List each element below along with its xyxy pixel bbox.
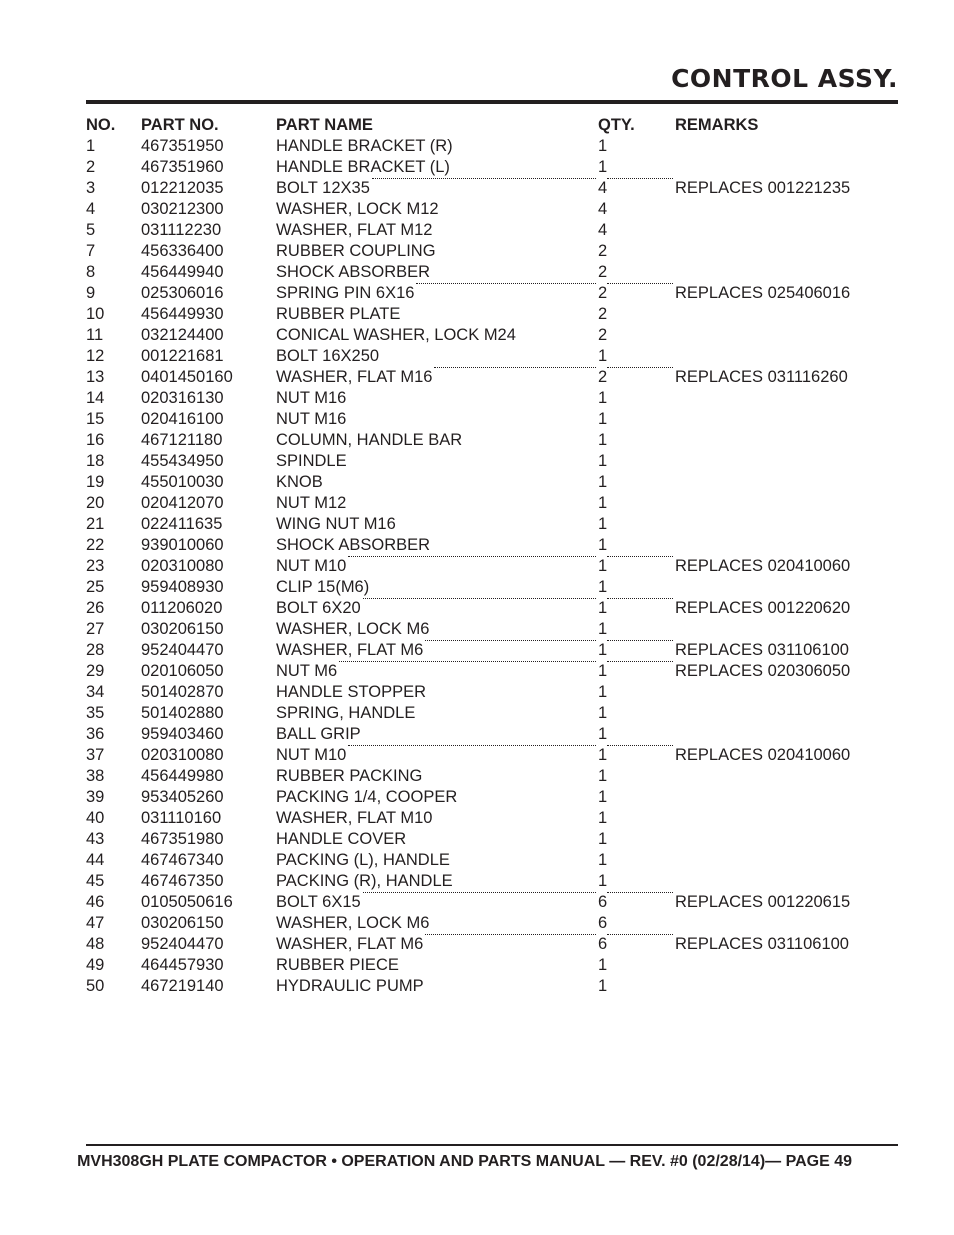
item-number: 11 xyxy=(86,326,104,344)
part-number: 012212035 xyxy=(141,179,224,197)
item-number: 48 xyxy=(86,935,105,953)
quantity: 1 xyxy=(598,452,608,470)
part-name: RUBBER PIECE xyxy=(276,956,399,974)
part-name: RUBBER COUPLING xyxy=(276,242,436,260)
part-number: 959403460 xyxy=(141,725,224,743)
item-number: 47 xyxy=(86,914,105,932)
table-row xyxy=(86,850,886,871)
quantity: 1 xyxy=(598,158,608,176)
item-number: 26 xyxy=(86,599,105,617)
remarks: REPLACES 025406016 xyxy=(675,284,851,302)
part-number: 467351980 xyxy=(141,830,224,848)
page-title: CONTROL ASSY. xyxy=(671,64,898,93)
quantity: 1 xyxy=(598,137,608,155)
item-number: 1 xyxy=(86,137,96,155)
quantity: 1 xyxy=(598,620,608,638)
item-number: 36 xyxy=(86,725,105,743)
quantity: 1 xyxy=(598,956,608,974)
part-name: SPRING, HANDLE xyxy=(276,704,416,722)
item-number: 18 xyxy=(86,452,105,470)
part-name: PACKING 1/4, COOPER xyxy=(276,788,458,806)
table-row xyxy=(86,304,886,325)
table-row xyxy=(86,409,886,430)
remarks: REPLACES 001220620 xyxy=(675,599,851,617)
part-name: HANDLE BRACKET (R) xyxy=(276,137,453,155)
quantity: 1 xyxy=(598,830,608,848)
header-part-name: PART NAME xyxy=(276,116,373,134)
quantity: 1 xyxy=(598,557,608,575)
item-number: 9 xyxy=(86,284,96,302)
part-name: BALL GRIP xyxy=(276,725,361,743)
part-number: 020310080 xyxy=(141,746,224,764)
dot-leader xyxy=(607,892,673,893)
table-row xyxy=(86,472,886,493)
quantity: 2 xyxy=(598,284,608,302)
part-name: WING NUT M16 xyxy=(276,515,396,533)
quantity: 4 xyxy=(598,200,608,218)
part-number: 011206020 xyxy=(141,599,223,617)
item-number: 25 xyxy=(86,578,105,596)
table-row xyxy=(86,262,886,283)
quantity: 6 xyxy=(598,935,608,953)
quantity: 1 xyxy=(598,431,608,449)
item-number: 5 xyxy=(86,221,96,239)
part-name: NUT M16 xyxy=(276,389,347,407)
quantity: 1 xyxy=(598,725,608,743)
quantity: 1 xyxy=(598,872,608,890)
part-name: CLIP 15(M6) xyxy=(276,578,370,596)
page-footer: MVH308GH PLATE COMPACTOR • OPERATION AND PARTS MANUAL — REV. #0 (02/28/14)— PAGE 49 xyxy=(77,1153,852,1170)
quantity: 1 xyxy=(598,410,608,428)
part-name: HANDLE COVER xyxy=(276,830,407,848)
remarks: REPLACES 001220615 xyxy=(675,893,851,911)
footer-rule xyxy=(86,1144,898,1146)
part-number: 020316130 xyxy=(141,389,224,407)
quantity: 6 xyxy=(598,914,608,932)
part-number: 031110160 xyxy=(141,809,222,827)
item-number: 20 xyxy=(86,494,105,512)
part-number: 0401450160 xyxy=(141,368,233,386)
quantity: 1 xyxy=(598,977,608,995)
part-name: BOLT 12X35 xyxy=(276,179,370,197)
part-number: 020416100 xyxy=(141,410,224,428)
quantity: 1 xyxy=(598,851,608,869)
part-number: 959408930 xyxy=(141,578,224,596)
item-number: 39 xyxy=(86,788,105,806)
dot-leader xyxy=(434,367,596,368)
dot-leader xyxy=(607,661,673,662)
table-row xyxy=(86,871,886,892)
table-row xyxy=(86,178,886,199)
item-number: 22 xyxy=(86,536,105,554)
part-number: 467121180 xyxy=(141,431,223,449)
part-name: NUT M16 xyxy=(276,410,347,428)
item-number: 49 xyxy=(86,956,105,974)
table-row xyxy=(86,976,886,997)
part-number: 501402870 xyxy=(141,683,224,701)
dot-leader xyxy=(363,598,596,599)
item-number: 37 xyxy=(86,746,105,764)
part-name: SPRING PIN 6X16 xyxy=(276,284,415,302)
table-row xyxy=(86,556,886,577)
part-number: 467467350 xyxy=(141,872,224,890)
table-row xyxy=(86,577,886,598)
item-number: 2 xyxy=(86,158,96,176)
table-row xyxy=(86,808,886,829)
part-name: KNOB xyxy=(276,473,323,491)
table-row xyxy=(86,829,886,850)
dot-leader xyxy=(416,283,596,284)
part-name: WASHER, LOCK M6 xyxy=(276,914,430,932)
dot-leader xyxy=(425,934,596,935)
part-number: 022411635 xyxy=(141,515,223,533)
table-row xyxy=(86,892,886,913)
part-name: WASHER, LOCK M6 xyxy=(276,620,430,638)
part-name: HYDRAULIC PUMP xyxy=(276,977,424,995)
table-row xyxy=(86,451,886,472)
part-name: PACKING (R), HANDLE xyxy=(276,872,453,890)
quantity: 2 xyxy=(598,326,608,344)
dot-leader xyxy=(425,640,596,641)
part-name: COLUMN, HANDLE BAR xyxy=(276,431,463,449)
part-name: HANDLE STOPPER xyxy=(276,683,427,701)
quantity: 1 xyxy=(598,578,608,596)
quantity: 1 xyxy=(598,389,608,407)
table-row xyxy=(86,346,886,367)
part-number: 464457930 xyxy=(141,956,224,974)
part-name: NUT M12 xyxy=(276,494,347,512)
part-number: 001221681 xyxy=(141,347,224,365)
part-number: 939010060 xyxy=(141,536,224,554)
dot-leader xyxy=(348,745,596,746)
quantity: 6 xyxy=(598,893,608,911)
part-name: CONICAL WASHER, LOCK M24 xyxy=(276,326,516,344)
part-number: 030212300 xyxy=(141,200,224,218)
remarks: REPLACES 020410060 xyxy=(675,746,851,764)
part-name: WASHER, FLAT M6 xyxy=(276,935,424,953)
item-number: 16 xyxy=(86,431,105,449)
part-number: 456449940 xyxy=(141,263,224,281)
part-number: 456336400 xyxy=(141,242,224,260)
quantity: 1 xyxy=(598,746,608,764)
quantity: 1 xyxy=(598,662,608,680)
table-row xyxy=(86,325,886,346)
dot-leader xyxy=(607,367,673,368)
quantity: 1 xyxy=(598,788,608,806)
quantity: 1 xyxy=(598,641,608,659)
table-header xyxy=(86,115,886,136)
table-row xyxy=(86,493,886,514)
table-row xyxy=(86,934,886,955)
part-number: 031112230 xyxy=(141,221,222,239)
table-row xyxy=(86,220,886,241)
item-number: 12 xyxy=(86,347,105,365)
part-name: SHOCK ABSORBER xyxy=(276,536,431,554)
part-name: WASHER, FLAT M12 xyxy=(276,221,433,239)
dot-leader xyxy=(607,283,673,284)
item-number: 15 xyxy=(86,410,105,428)
table-row xyxy=(86,745,886,766)
remarks: REPLACES 031106100 xyxy=(675,641,849,659)
part-number: 020412070 xyxy=(141,494,224,512)
quantity: 1 xyxy=(598,599,608,617)
item-number: 8 xyxy=(86,263,96,281)
table-row xyxy=(86,388,886,409)
part-name: BOLT 6X20 xyxy=(276,599,361,617)
dot-leader xyxy=(607,745,673,746)
part-number: 952404470 xyxy=(141,641,224,659)
quantity: 1 xyxy=(598,515,608,533)
part-name: BOLT 16X250 xyxy=(276,347,380,365)
part-number: 030206150 xyxy=(141,914,224,932)
remarks: REPLACES 020410060 xyxy=(675,557,851,575)
dot-leader xyxy=(607,598,673,599)
quantity: 1 xyxy=(598,536,608,554)
dot-leader xyxy=(607,934,673,935)
table-row xyxy=(86,640,886,661)
quantity: 2 xyxy=(598,263,608,281)
part-number: 456449980 xyxy=(141,767,224,785)
dot-leader xyxy=(339,661,596,662)
quantity: 1 xyxy=(598,683,608,701)
item-number: 43 xyxy=(86,830,105,848)
part-number: 455010030 xyxy=(141,473,224,491)
part-number: 020106050 xyxy=(141,662,224,680)
dot-leader xyxy=(607,640,673,641)
item-number: 40 xyxy=(86,809,105,827)
quantity: 2 xyxy=(598,368,608,386)
part-number: 025306016 xyxy=(141,284,224,302)
part-number: 455434950 xyxy=(141,452,224,470)
item-number: 13 xyxy=(86,368,105,386)
table-row xyxy=(86,136,886,157)
dot-leader xyxy=(348,556,596,557)
quantity: 2 xyxy=(598,242,608,260)
item-number: 35 xyxy=(86,704,105,722)
parts-table xyxy=(86,115,886,997)
quantity: 1 xyxy=(598,704,608,722)
part-name: SHOCK ABSORBER xyxy=(276,263,431,281)
table-row xyxy=(86,619,886,640)
part-number: 467219140 xyxy=(141,977,224,995)
item-number: 38 xyxy=(86,767,105,785)
table-row xyxy=(86,157,886,178)
table-row xyxy=(86,682,886,703)
part-number: 032124400 xyxy=(141,326,224,344)
part-number: 467351950 xyxy=(141,137,224,155)
header-qty: QTY. xyxy=(598,116,635,134)
header-part-no: PART NO. xyxy=(141,116,219,134)
part-name: HANDLE BRACKET (L) xyxy=(276,158,450,176)
part-name: PACKING (L), HANDLE xyxy=(276,851,450,869)
part-number: 467467340 xyxy=(141,851,224,869)
table-row xyxy=(86,430,886,451)
item-number: 14 xyxy=(86,389,105,407)
remarks: REPLACES 031116260 xyxy=(675,368,848,386)
dot-leader xyxy=(372,178,596,179)
header-remarks: REMARKS xyxy=(675,116,759,134)
part-number: 501402880 xyxy=(141,704,224,722)
remarks: REPLACES 001221235 xyxy=(675,179,851,197)
table-row xyxy=(86,661,886,682)
table-row xyxy=(86,955,886,976)
item-number: 19 xyxy=(86,473,105,491)
part-number: 952404470 xyxy=(141,935,224,953)
item-number: 46 xyxy=(86,893,105,911)
quantity: 1 xyxy=(598,347,608,365)
table-row xyxy=(86,514,886,535)
part-name: RUBBER PACKING xyxy=(276,767,423,785)
part-name: BOLT 6X15 xyxy=(276,893,361,911)
quantity: 1 xyxy=(598,767,608,785)
remarks: REPLACES 020306050 xyxy=(675,662,851,680)
part-name: NUT M10 xyxy=(276,746,347,764)
table-row xyxy=(86,241,886,262)
part-name: WASHER, FLAT M10 xyxy=(276,809,433,827)
part-name: NUT M6 xyxy=(276,662,338,680)
item-number: 21 xyxy=(86,515,105,533)
item-number: 23 xyxy=(86,557,105,575)
table-row xyxy=(86,766,886,787)
remarks: REPLACES 031106100 xyxy=(675,935,849,953)
header-no: NO. xyxy=(86,116,116,134)
part-number: 467351960 xyxy=(141,158,224,176)
item-number: 50 xyxy=(86,977,105,995)
part-number: 030206150 xyxy=(141,620,224,638)
part-name: RUBBER PLATE xyxy=(276,305,401,323)
item-number: 4 xyxy=(86,200,96,218)
item-number: 34 xyxy=(86,683,105,701)
quantity: 4 xyxy=(598,179,608,197)
part-name: WASHER, FLAT M16 xyxy=(276,368,433,386)
title-rule xyxy=(86,100,898,104)
item-number: 27 xyxy=(86,620,105,638)
table-row xyxy=(86,787,886,808)
part-name: NUT M10 xyxy=(276,557,347,575)
table-row xyxy=(86,199,886,220)
table-body xyxy=(86,136,886,997)
part-name: WASHER, LOCK M12 xyxy=(276,200,439,218)
dot-leader xyxy=(607,556,673,557)
table-row xyxy=(86,598,886,619)
table-row xyxy=(86,535,886,556)
item-number: 10 xyxy=(86,305,105,323)
table-row xyxy=(86,703,886,724)
quantity: 1 xyxy=(598,473,608,491)
quantity: 1 xyxy=(598,494,608,512)
item-number: 7 xyxy=(86,242,96,260)
part-number: 020310080 xyxy=(141,557,224,575)
quantity: 1 xyxy=(598,809,608,827)
quantity: 4 xyxy=(598,221,608,239)
table-row xyxy=(86,724,886,745)
item-number: 45 xyxy=(86,872,105,890)
dot-leader xyxy=(607,178,673,179)
part-name: SPINDLE xyxy=(276,452,347,470)
part-number: 953405260 xyxy=(141,788,224,806)
part-number: 0105050616 xyxy=(141,893,233,911)
item-number: 29 xyxy=(86,662,105,680)
table-row xyxy=(86,283,886,304)
item-number: 3 xyxy=(86,179,96,197)
table-row xyxy=(86,913,886,934)
item-number: 28 xyxy=(86,641,105,659)
part-name: WASHER, FLAT M6 xyxy=(276,641,424,659)
quantity: 2 xyxy=(598,305,608,323)
part-number: 456449930 xyxy=(141,305,224,323)
dot-leader xyxy=(363,892,596,893)
item-number: 44 xyxy=(86,851,105,869)
table-row xyxy=(86,367,886,388)
